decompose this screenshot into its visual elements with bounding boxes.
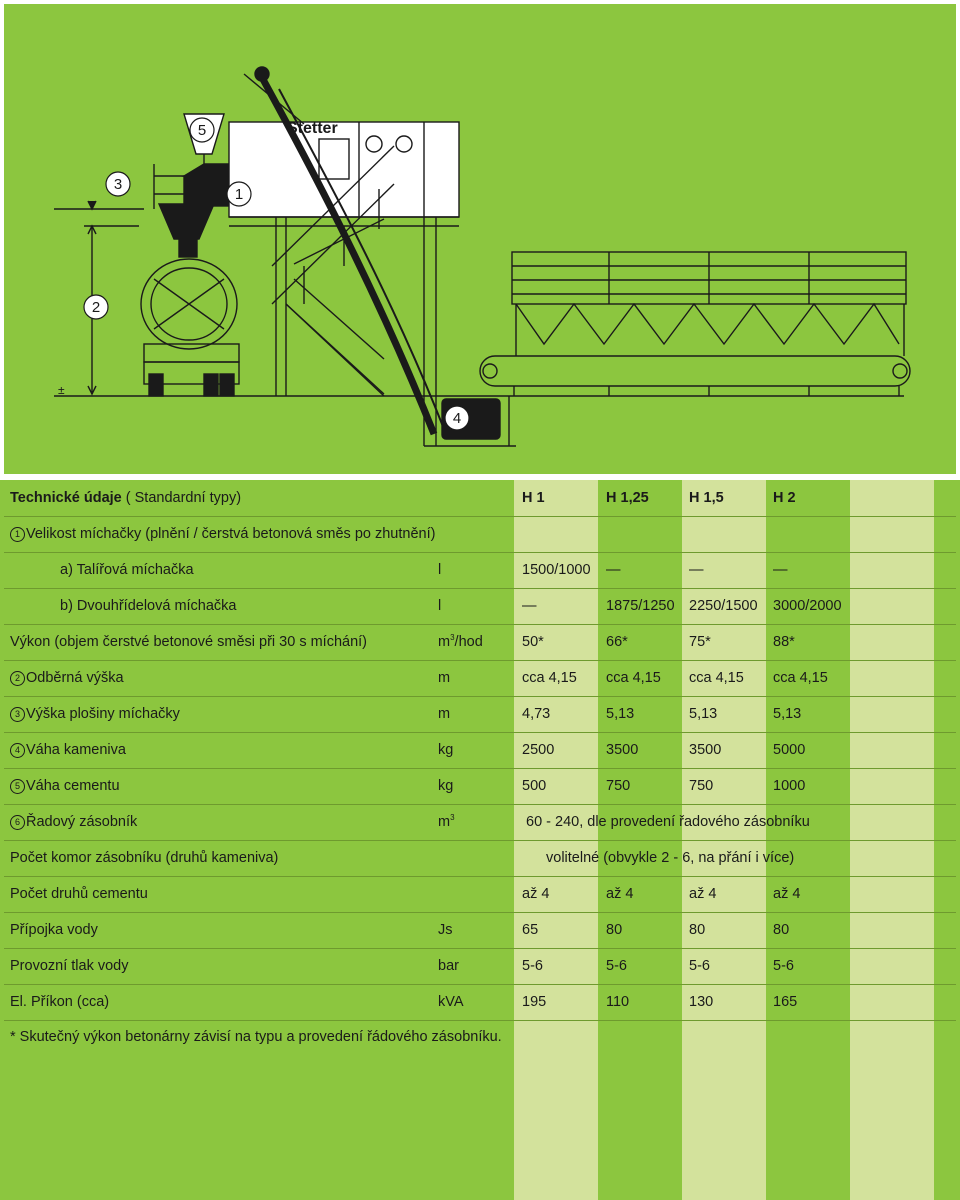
row-unit: l xyxy=(438,598,442,614)
table-row xyxy=(0,696,960,732)
row-label: Výkon (objem čerstvé betonové směsi při 30 s míchání) xyxy=(10,634,368,650)
value-h2: 80 xyxy=(773,922,790,938)
row-unit: m xyxy=(438,706,451,722)
level-mark: ± xyxy=(58,383,65,397)
row-label: Výška plošiny míchačky xyxy=(26,706,180,722)
row-label: a) Talířová míchačka xyxy=(60,562,194,578)
value-h15: cca 4,15 xyxy=(689,670,744,686)
row-label: Počet komor zásobníku (druhů kameniva) xyxy=(10,850,279,866)
value-h1: 2500 xyxy=(522,742,555,758)
row-unit: $m^3$/hod xyxy=(438,633,483,650)
value-h2: 88* xyxy=(773,634,795,650)
row-label: Odběrná výška xyxy=(26,670,124,686)
value-h125: 110 xyxy=(606,994,630,1010)
row-number-badge: 1 xyxy=(10,527,25,542)
table-header-row xyxy=(0,480,960,516)
row-unit: Js xyxy=(438,922,453,938)
value-h15: 5,13 xyxy=(689,706,718,722)
value-h1: 50* xyxy=(522,634,544,650)
value-h125: 3500 xyxy=(606,742,639,758)
discharge-hopper xyxy=(159,204,214,239)
value-h1: 195 xyxy=(522,994,547,1010)
value-h15: 75* xyxy=(689,634,711,650)
table-row xyxy=(0,516,960,552)
value-h15: — xyxy=(689,562,704,578)
table-row xyxy=(0,984,960,1020)
value-h15: 3500 xyxy=(689,742,722,758)
table-row xyxy=(0,948,960,984)
table-row xyxy=(0,588,960,624)
value-h15: 130 xyxy=(689,994,714,1010)
truck-mixer xyxy=(141,259,239,396)
model-h15: H 1,5 xyxy=(689,490,724,506)
value-h1: 4,73 xyxy=(522,706,551,722)
model-h125: H 1,25 xyxy=(606,490,649,506)
value-h15: 750 xyxy=(689,778,714,794)
value-h2: 5000 xyxy=(773,742,806,758)
row-unit: m xyxy=(438,670,451,686)
row-unit: kg xyxy=(438,778,454,794)
value-h2: 3000/2000 xyxy=(773,598,842,614)
row-unit: l xyxy=(438,562,442,578)
row-number-badge: 6 xyxy=(10,815,25,830)
row-label: b) Dvouhřídelová míchačka xyxy=(60,598,237,614)
value-h125: 5-6 xyxy=(606,958,627,974)
table-row xyxy=(0,732,960,768)
row-number-badge: 3 xyxy=(10,707,25,722)
model-h2: H 2 xyxy=(773,490,796,506)
callout-1: 1 xyxy=(234,186,244,203)
value-h125: 66* xyxy=(606,634,628,650)
table-row xyxy=(0,624,960,660)
row-label: Velikost míchačky (plnění / čerstvá betonová směs po zhutnění) xyxy=(26,526,436,542)
table-row xyxy=(0,876,960,912)
footnote: * Skutečný výkon betonárny závisí na typu a provedení řádového zásobníku. xyxy=(10,1029,502,1045)
row-unit: $m^3$ xyxy=(438,813,455,830)
callout-4: 4 xyxy=(452,410,462,427)
table-title-note: ( Standardní typy) xyxy=(121,490,242,506)
table-row xyxy=(0,804,960,840)
value-h15: 5-6 xyxy=(689,958,710,974)
value-h1: cca 4,15 xyxy=(522,670,577,686)
model-h1: H 1 xyxy=(522,490,545,506)
table-title: Technické údaje xyxy=(10,490,122,506)
row-unit: bar xyxy=(438,958,459,974)
row-number-badge: 2 xyxy=(10,671,25,686)
value-h2: — xyxy=(773,562,788,578)
value-h1: 5-6 xyxy=(522,958,543,974)
row-label: Řadový zásobník xyxy=(26,814,138,830)
table-row xyxy=(0,552,960,588)
callout-3: 3 xyxy=(113,176,123,193)
brand-label: Stetter xyxy=(287,120,338,137)
value-h2: cca 4,15 xyxy=(773,670,828,686)
row-unit: kVA xyxy=(438,994,464,1010)
value-h1: — xyxy=(522,598,537,614)
value-h2: až 4 xyxy=(773,886,801,902)
table-row xyxy=(0,912,960,948)
value-h125: 5,13 xyxy=(606,706,635,722)
value-h15: až 4 xyxy=(689,886,717,902)
row-label: Váha cementu xyxy=(26,778,120,794)
value-h15: 80 xyxy=(689,922,706,938)
value-h1: 1500/1000 xyxy=(522,562,591,578)
row-label: Provozní tlak vody xyxy=(10,958,129,974)
row-label: Váha kameniva xyxy=(26,742,126,758)
value-h125: 750 xyxy=(606,778,631,794)
callout-2: 2 xyxy=(91,299,101,316)
row-number-badge: 5 xyxy=(10,779,25,794)
value-h2: 5,13 xyxy=(773,706,802,722)
value-h1: až 4 xyxy=(522,886,550,902)
row-label: Počet druhů cementu xyxy=(10,886,148,902)
value-h15: 2250/1500 xyxy=(689,598,758,614)
callout-5: 5 xyxy=(197,122,207,139)
spanning-value: volitelné (obvykle 2 - 6, na přání i více) xyxy=(546,850,795,866)
value-h2: 5-6 xyxy=(773,958,794,974)
value-h1: 65 xyxy=(522,922,539,938)
spanning-value: 60 - 240, dle provedení řadového zásobníku xyxy=(526,814,810,830)
row-number-badge: 4 xyxy=(10,743,25,758)
value-h2: 165 xyxy=(773,994,798,1010)
table-row xyxy=(0,660,960,696)
value-h125: 1875/1250 xyxy=(606,598,675,614)
value-h125: až 4 xyxy=(606,886,634,902)
row-unit: kg xyxy=(438,742,454,758)
technical-data-table xyxy=(0,480,960,1200)
plant-drawing-panel xyxy=(4,4,956,474)
row-label: Přípojka vody xyxy=(10,922,98,938)
value-h1: 500 xyxy=(522,778,547,794)
value-h125: — xyxy=(606,562,621,578)
batching-plant-drawing xyxy=(4,4,956,474)
value-h125: cca 4,15 xyxy=(606,670,661,686)
value-h125: 80 xyxy=(606,922,623,938)
table-row xyxy=(0,768,960,804)
table-row xyxy=(0,840,960,876)
value-h2: 1000 xyxy=(773,778,806,794)
inline-bin xyxy=(480,252,910,396)
row-label: El. Příkon (cca) xyxy=(10,994,110,1010)
